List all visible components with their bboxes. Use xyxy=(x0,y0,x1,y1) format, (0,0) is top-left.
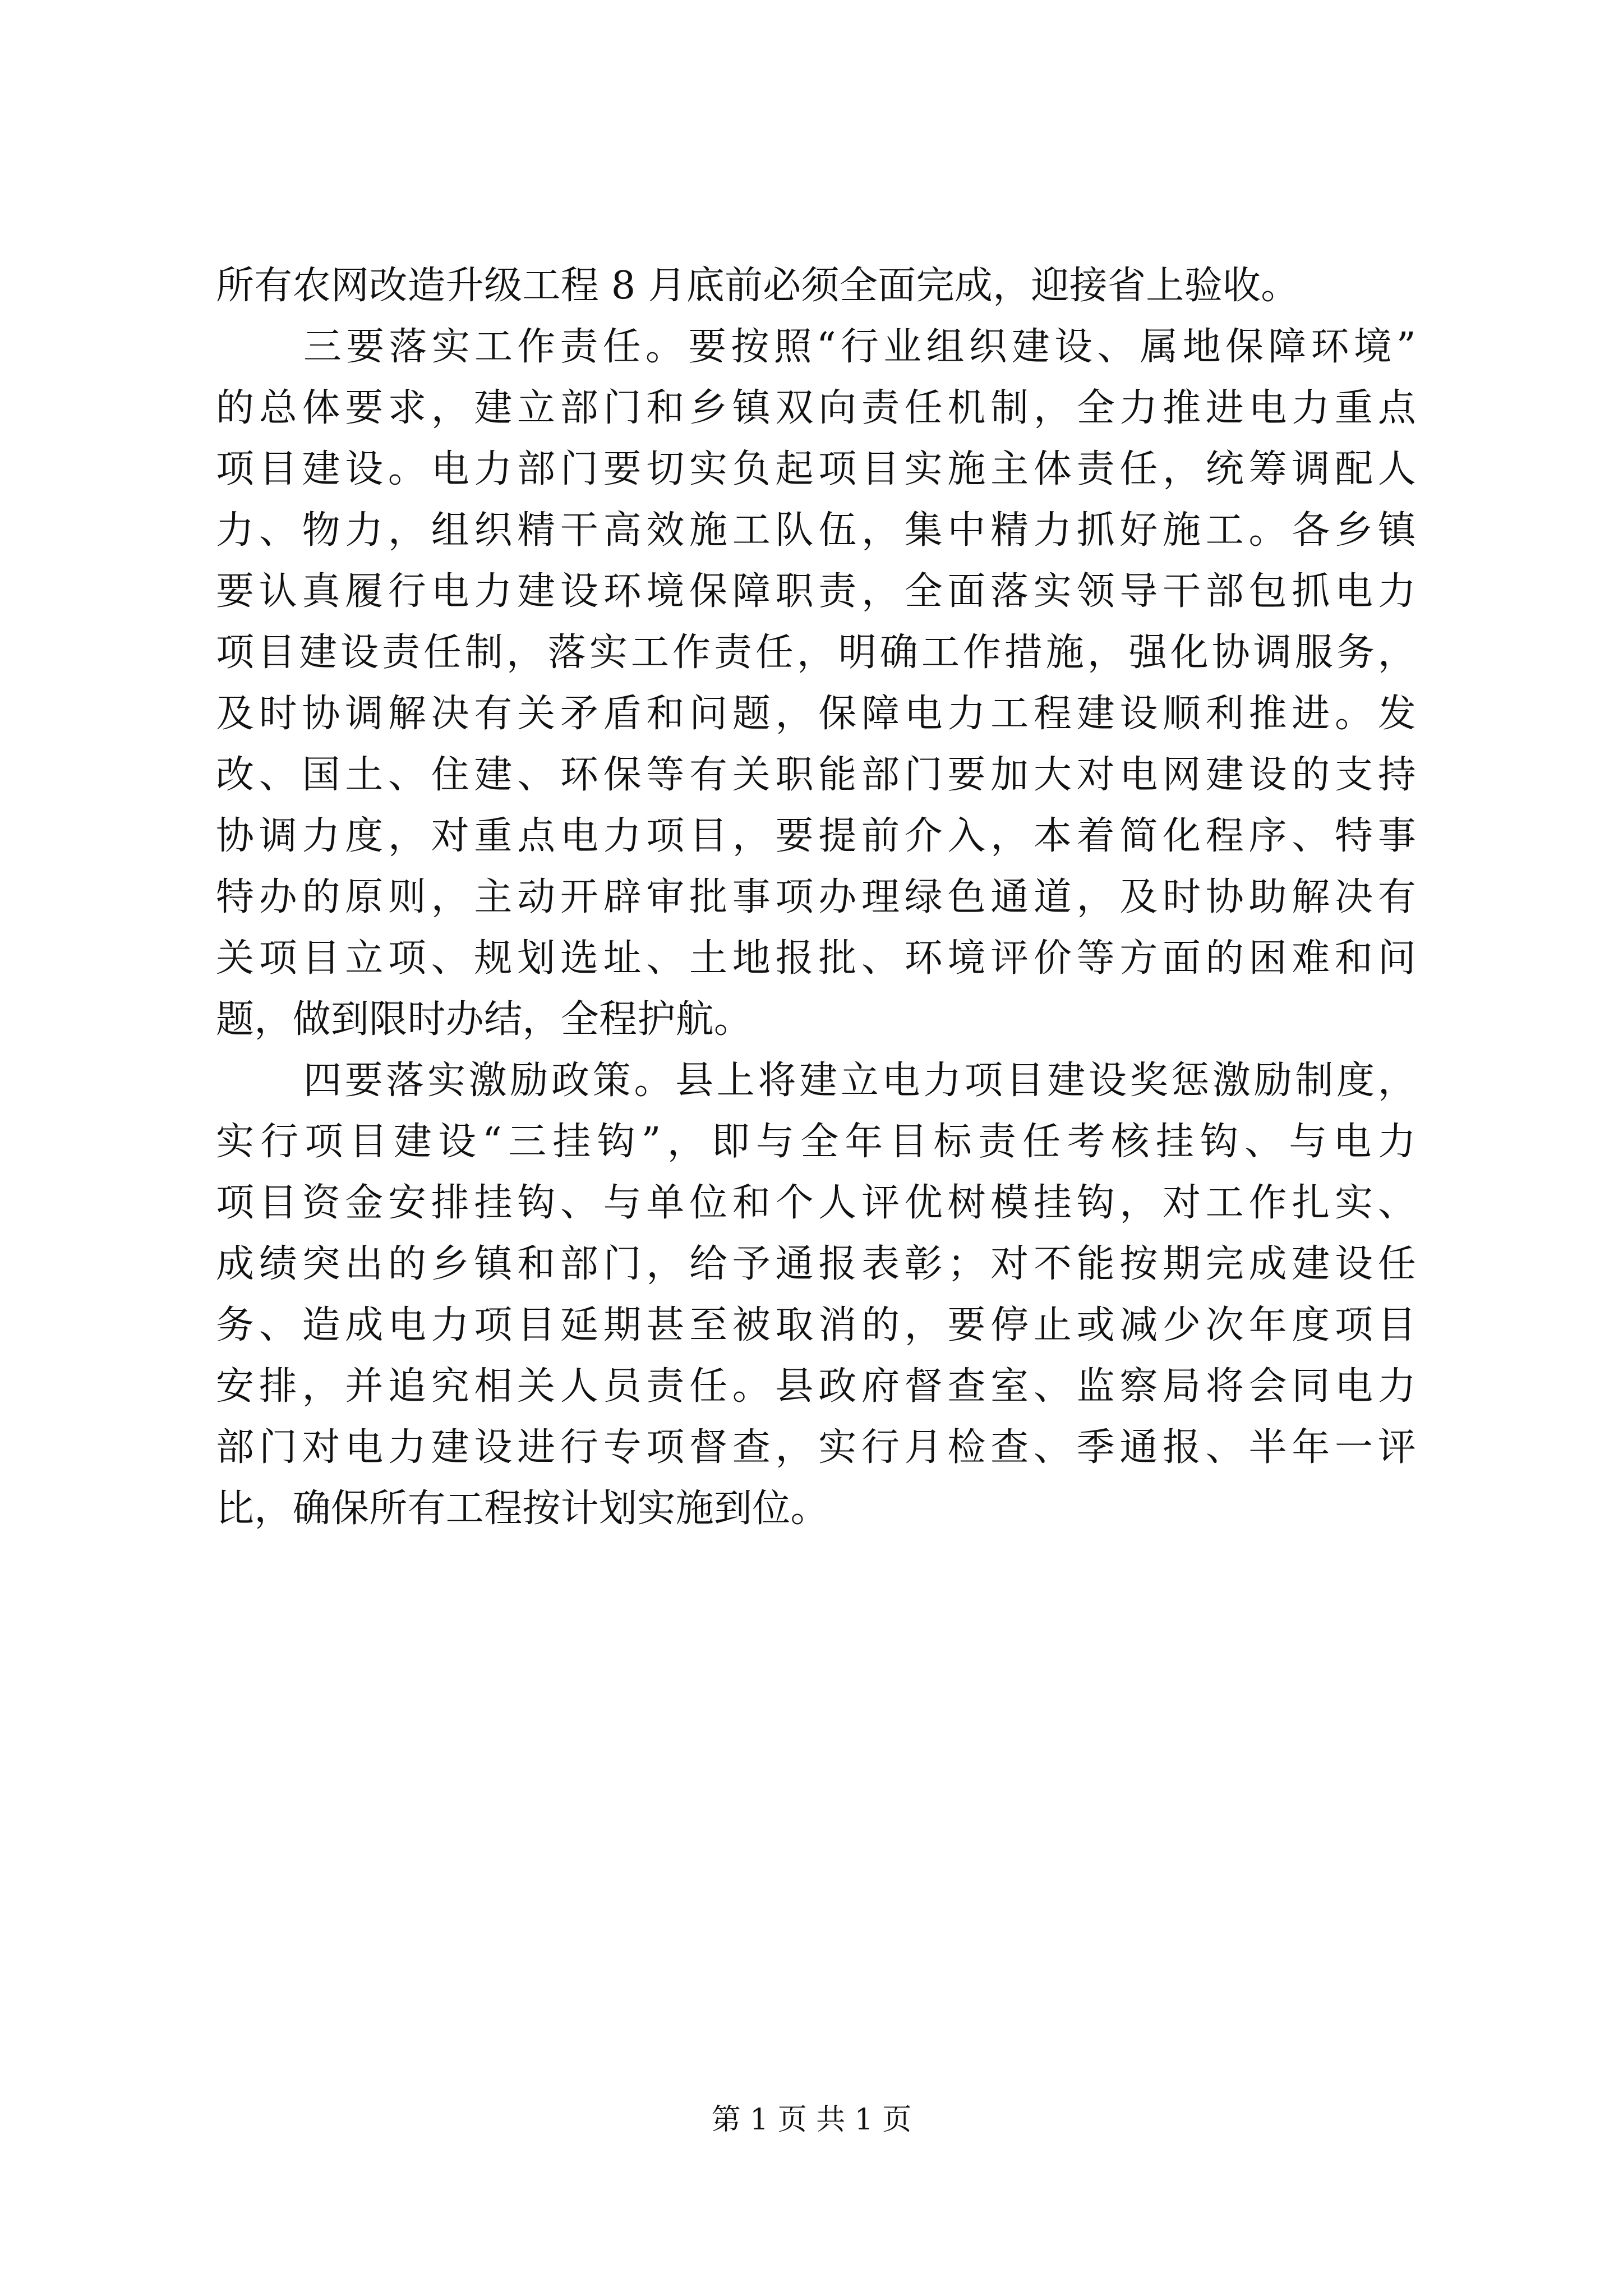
text-line: 部门对电力建设进行专项督查，实行月检查、季通报、半年一评 xyxy=(216,1425,1416,1470)
paragraph-start-line: 四要落实激励政策。县上将建立电力项目建设奖惩激励制度， xyxy=(303,1059,1416,1103)
text-line: 力、物力，组织精干高效施工队伍，集中精力抓好施工。各乡镇 xyxy=(216,508,1416,553)
text-line: 安排，并追究相关人员责任。县政府督查室、监察局将会同电力 xyxy=(216,1364,1416,1409)
text-line: 关项目立项、规划选址、土地报批、环境评价等方面的困难和问 xyxy=(216,936,1416,981)
text-line: 比，确保所有工程按计划实施到位。 xyxy=(216,1487,829,1531)
text-line: 协调力度，对重点电力项目，要提前介入，本着简化程序、特事 xyxy=(216,814,1416,858)
text-line: 项目建设。电力部门要切实负起项目实施主体责任，统筹调配人 xyxy=(216,447,1416,491)
text-line: 及时协调解决有关矛盾和问题，保障电力工程建设顺利推进。发 xyxy=(216,692,1416,736)
text-line: 务、造成电力项目延期甚至被取消的，要停止或减少次年度项目 xyxy=(216,1303,1416,1347)
page-footer: 第 1 页 共 1 页 xyxy=(711,2103,912,2137)
text-line: 实行项目建设“三挂钩”，即与全年目标责任考核挂钩、与电力 xyxy=(216,1120,1416,1164)
text-line: 要认真履行电力建设环境保障职责，全面落实领导干部包抓电力 xyxy=(216,569,1416,614)
paragraph-start-line: 三要落实工作责任。要按照“行业组织建设、属地保障环境” xyxy=(303,325,1416,369)
text-line: 的总体要求，建立部门和乡镇双向责任机制，全力推进电力重点 xyxy=(216,386,1416,430)
text-line: 题，做到限时办结，全程护航。 xyxy=(216,997,753,1042)
text-line: 项目资金安排挂钩、与单位和个人评优树模挂钩，对工作扎实、 xyxy=(216,1181,1416,1225)
text-line: 项目建设责任制，落实工作责任，明确工作措施，强化协调服务， xyxy=(216,631,1416,675)
text-line: 特办的原则，主动开辟审批事项办理绿色通道，及时协助解决有 xyxy=(216,875,1416,919)
text-line: 成绩突出的乡镇和部门，给予通报表彰；对不能按期完成建设任 xyxy=(216,1242,1416,1286)
text-line: 所有农网改造升级工程 8 月底前必须全面完成，迎接省上验收。 xyxy=(216,264,1299,308)
text-line: 改、国土、住建、环保等有关职能部门要加大对电网建设的支持 xyxy=(216,753,1416,797)
